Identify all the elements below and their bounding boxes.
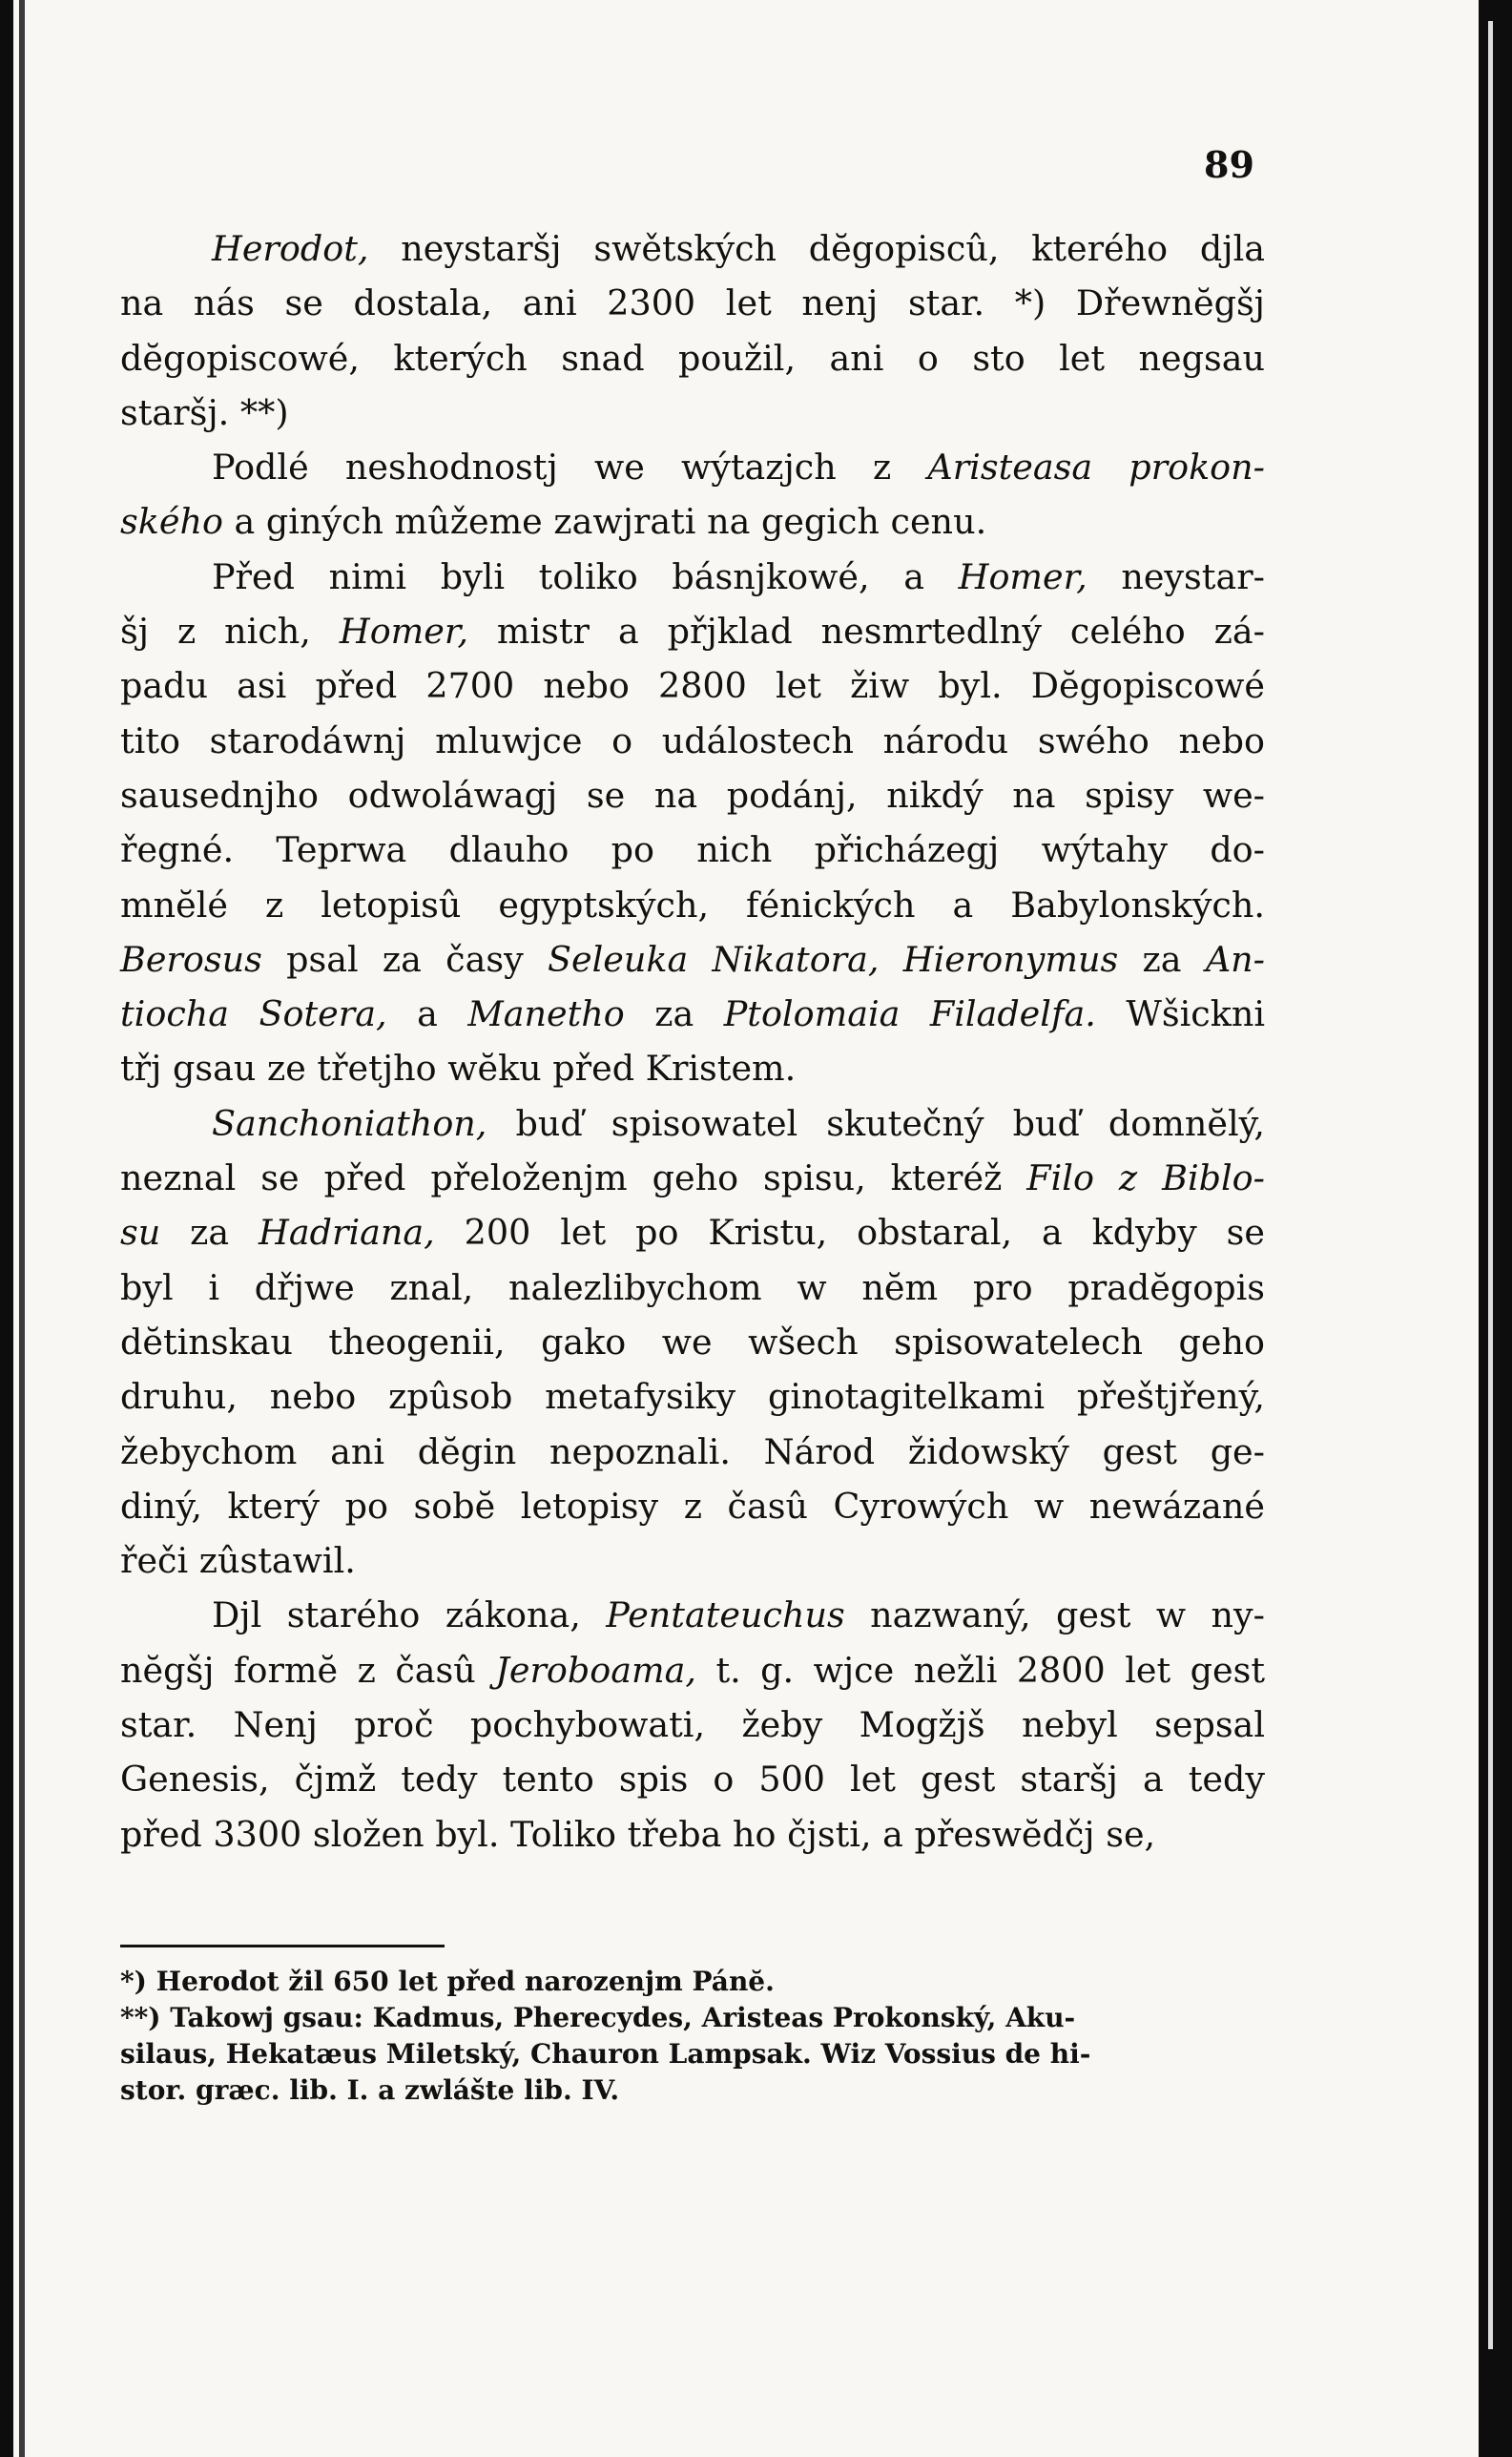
text-line [120,1533,1265,1588]
text-span: před 3300 složen byl. Toliko třeba ho čjsti, a přeswĕdčj se, [120,1813,1156,1855]
text-span: mnĕlé z letopisû egyptských, fénických a Babylonských. [120,884,1265,926]
text-span: a giných mûžeme zawjrati na gegich cenu. [222,501,987,543]
text-line [120,878,1265,932]
italic-span: Hadriana, [259,1212,435,1254]
text-line [120,1151,1265,1205]
text-line [120,550,1265,604]
paragraph [120,221,1265,440]
italic-span: Manetho [467,993,625,1035]
text-span: neystar- [1087,555,1265,597]
text-line [120,658,1265,713]
text-line [120,440,1265,494]
text-span: za [160,1212,259,1254]
italic-span: Homer, [339,611,468,653]
footnotes [120,1964,1246,2109]
text-line [120,822,1265,877]
text-line [120,1096,1265,1151]
text-line [120,385,1265,440]
text-line [120,494,1265,549]
text-line [120,1807,1265,1862]
italic-span: ského [120,501,223,543]
text-line [120,987,1265,1041]
text-span: třj gsau ze třetjho wĕku před Kristem. [120,1048,797,1090]
text-line [120,1697,1265,1752]
left-binding-edge [19,0,25,2457]
text-span: Wšickni [1095,993,1265,1035]
italic-span: Homer, [958,555,1087,597]
text-span: sausednjho odwoláwagj se na podánj, nikdý na spisy we- [120,774,1265,816]
italic-span: An- [1205,938,1266,980]
footnote-2-line-3: stor. græc. lib. I. a zwlášte lib. IV. [120,2074,620,2106]
text-span: neystaršj swětských dĕgopiscû, kterého djla [368,228,1265,269]
italic-span: Ptolomaia Filadelfa. [723,993,1096,1035]
italic-span: tiocha Sotera, [120,993,387,1035]
paragraph [120,1096,1265,1589]
text-span: buď spisowatel skutečný buď domnĕlý, [487,1102,1265,1144]
page-number: 89 [1204,143,1254,186]
text-span: padu asi před 2700 nebo 2800 let žiw byl. Dĕgopiscowé [120,665,1265,707]
paragraph [120,550,1265,1096]
italic-span: Seleuka Nikatora, Hieronymus [548,938,1119,980]
text-line [120,1041,1265,1095]
italic-span: su [120,1212,161,1254]
text-line [120,221,1265,276]
text-line [120,714,1265,768]
text-line [120,1205,1265,1260]
text-span: mistr a přjklad nesmrtedlný celého zá- [467,611,1265,653]
paragraph [120,1588,1265,1861]
text-line [120,331,1265,385]
text-span: druhu, nebo zpûsob metafysiky ginotagitelkami přeštjřený, [120,1376,1265,1418]
text-span: diný, který po sobĕ letopisy z časû Cyrowých w newázané [120,1485,1265,1527]
text-span: za [1118,938,1206,980]
text-span: za [624,993,724,1035]
italic-span: Herodot, [212,228,369,269]
text-span: řegné. Teprwa dlauho po nich přicházegj wýtahy do- [120,829,1265,871]
italic-span: Berosus [120,938,262,980]
text-span: dĕgopiscowé, kterých snad použil, ani o sto let negsau [120,337,1265,379]
text-span: t. g. wjce nežli 2800 let gest [695,1649,1266,1691]
paragraph [120,440,1265,550]
text-line [120,1752,1265,1806]
text-span: žebychom ani dĕgin nepoznali. Národ židowský gest ge- [120,1430,1265,1472]
text-line [120,1425,1265,1479]
text-span: psal za časy [261,938,548,980]
text-line [120,1588,1265,1642]
text-line [120,1369,1265,1424]
footnote-2-line-2: silaus, Hekatæus Miletský, Chauron Lampsak. Wiz Vossius de hi- [120,2038,1091,2070]
text-line [120,1315,1265,1369]
text-span: Před nimi byli toliko básnjkowé, a [212,555,959,597]
text-line [120,276,1265,330]
text-span: šj z nich, [120,611,340,653]
text-line [120,768,1265,822]
text-span: 200 let po Kristu, obstaral, a kdyby se [434,1212,1265,1254]
text-line [120,1479,1265,1533]
footnote-2-line-1: **) Takowj gsau: Kadmus, Pherecydes, Aristeas Prokonský, Aku- [120,2002,1076,2033]
italic-span: Sanchoniathon, [212,1102,487,1144]
text-span: a [386,993,468,1035]
text-span: star. Nenj proč pochybowati, žeby Mogžjš nebyl sepsal [120,1704,1265,1746]
text-span: nĕgšj formĕ z časû [120,1649,496,1691]
text-line [120,604,1265,658]
text-span: staršj. **) [120,391,289,433]
text-span: Genesis, čjmž tedy tento spis o 500 let gest staršj a tedy [120,1759,1265,1801]
text-span: byl i dřjwe znal, nalezlibychom w nĕm pro pradĕgopis [120,1266,1265,1308]
italic-span: Pentateuchus [606,1594,845,1636]
body-text [120,221,1265,1862]
footnote-rule [120,1945,445,1947]
italic-span: Filo z Biblo- [1026,1157,1265,1199]
text-span: Djl starého zákona, [212,1594,607,1636]
right-page-edge [1488,21,1493,2349]
text-span: nazwaný, gest w ny- [844,1594,1265,1636]
text-line [120,1260,1265,1315]
footnote-1: *) Herodot žil 650 let před narozenjm Pánĕ. [120,1966,775,1997]
text-span: tito starodáwnj mluwjce o událostech národu swého nebo [120,719,1265,761]
text-line [120,1643,1265,1697]
text-span: neznal se před přeloženjm geho spisu, kteréž [120,1157,1027,1199]
text-line [120,932,1265,987]
text-span: řeči zûstawil. [120,1540,356,1582]
text-span: dĕtinskau theogenii, gako we wšech spisowatelech geho [120,1321,1265,1363]
text-span: Podlé neshodnostj we wýtazjch z [212,447,928,489]
italic-span: Jeroboama, [495,1649,696,1691]
italic-span: Aristeasa prokon- [927,447,1265,489]
text-span: na nás se dostala, ani 2300 let nenj star. *) Dřewnĕgšj [120,282,1265,324]
